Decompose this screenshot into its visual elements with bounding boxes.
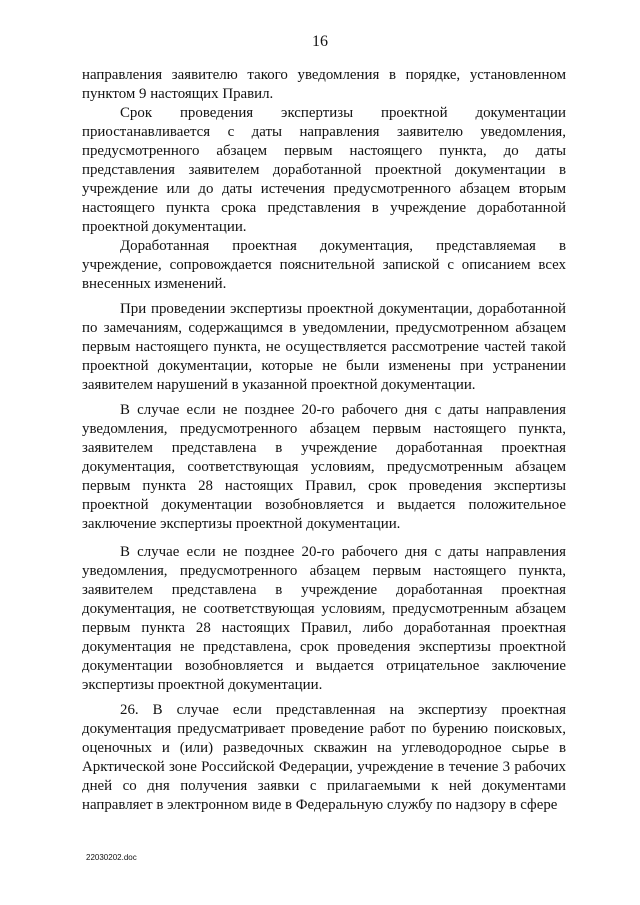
document-body (82, 66, 566, 815)
footer-document-code: 22030202.doc (86, 853, 137, 862)
paragraph-continuation: направления заявителю такого уведомления в порядке, установленном пунктом 9 настоящих Правил. (82, 67, 566, 102)
paragraph-negative-conclusion: В случае если не позднее 20-го рабочего дня с даты направления уведомления, предусмотренного абзацем первым настоящего пункта, заявителем представлена в учреждение доработанная проектная документация, не соответствующая условиям, предусмотренным абзацем первым пункта 28 настоящих Правил, либо доработанная проектная документация не представлена, срок проведения экспертизы проектной документации возобновляется и выдается отрицательное заключение экспертизы проектной документации. (82, 544, 566, 693)
paragraph-explanatory-note: Доработанная проектная документация, представляемая в учреждение, сопровождается пояснительной запиской с описанием всех внесенных изменений. (82, 238, 566, 292)
paragraph-positive-conclusion: В случае если не позднее 20-го рабочего дня с даты направления уведомления, предусмотренного абзацем первым настоящего пункта, заявителем представлена в учреждение доработанная проектная документация, соответствующая условиям, предусмотренным абзацем первым пункта 28 настоящих Правил, срок проведения экспертизы проектной документации возобновляется и выдается положительное заключение экспертизы проектной документации. (82, 402, 566, 532)
paragraph-revised-review: При проведении экспертизы проектной документации, доработанной по замечаниям, содержащимся в уведомлении, предусмотренном абзацем первым настоящего пункта, не осуществляется рассмотрение частей такой проектной документации, которые не были изменены при устранении заявителем нарушений в указанной проектной документации. (82, 301, 566, 393)
paragraph-item-26: 26. В случае если представленная на экспертизу проектная документация предусматривает проведение работ по бурению поисковых, оценочных и (или) разведочных скважин на углеводородное сырье в Арктической зоне Российской Федерации, учреждение в течение 3 рабочих дней со дня получения заявки с прилагаемыми к ней документами направляет в электронном виде в Федеральную службу по надзору в сфере (82, 702, 566, 813)
paragraph-suspension-term: Срок проведения экспертизы проектной документации приостанавливается с даты направления заявителю уведомления, предусмотренного абзацем первым настоящего пункта, до даты представления заявителем доработанной проектной документации в учреждение или до даты истечения предусмотренного абзацем вторым настоящего пункта срока представления в учреждение доработанной проектной документации. (82, 105, 566, 235)
page-number: 16 (312, 33, 328, 50)
